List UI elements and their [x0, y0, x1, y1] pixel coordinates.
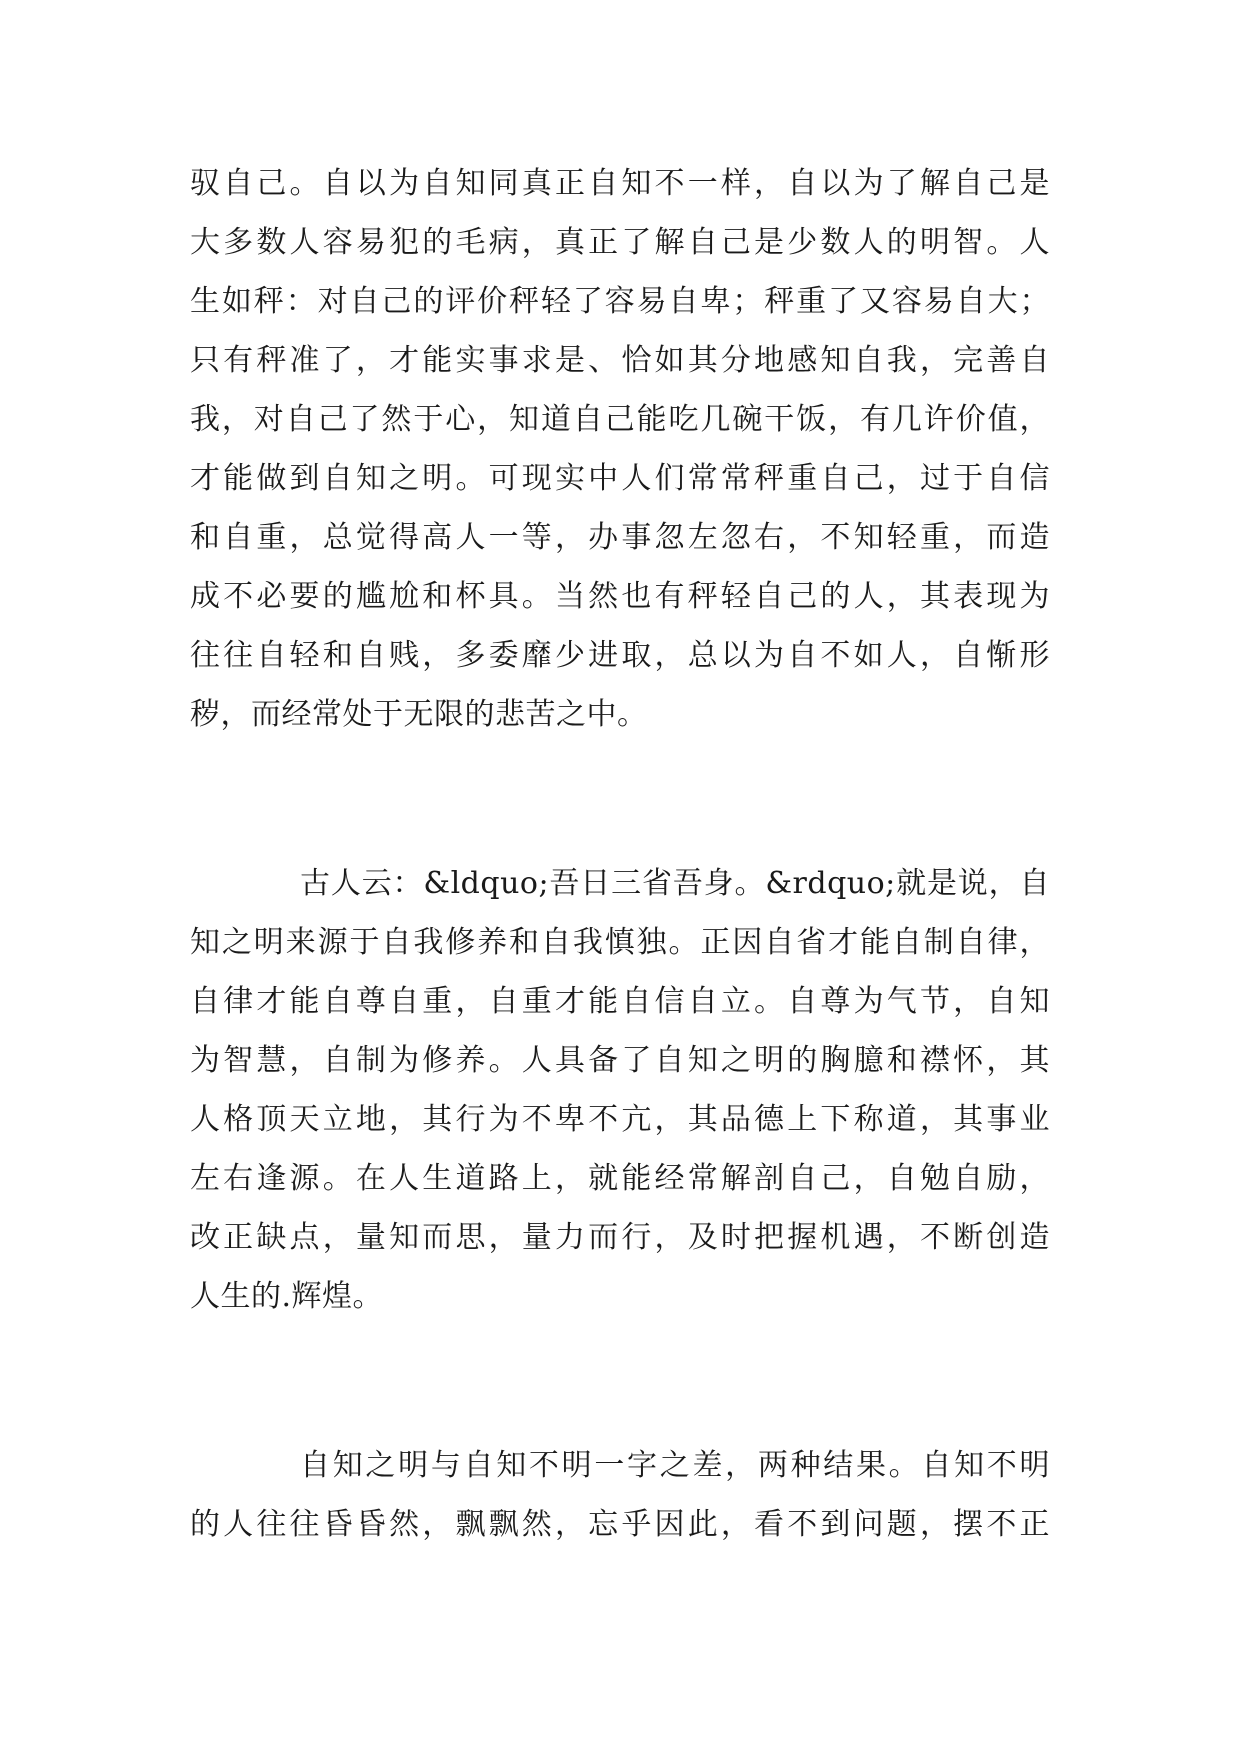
text-line: 驭自己。自以为自知同真正自知不一样，自以为了解自己是 — [190, 166, 1050, 201]
text-line: 自知之明与自知不明一字之差，两种结果。自知不明 — [300, 1448, 1050, 1483]
text-line: 人生的.辉煌。 — [190, 1279, 384, 1314]
text-line: 自律才能自尊自重，自重才能自信自立。自尊为气节，自知 — [190, 984, 1050, 1019]
text-line: 成不必要的尴尬和杯具。当然也有秤轻自己的人，其表现为 — [190, 579, 1050, 614]
text-line: 左右逢源。在人生道路上，就能经常解剖自己，自勉自励， — [190, 1161, 1050, 1196]
text-line: 人格顶天立地，其行为不卑不亢，其品德上下称道，其事业 — [190, 1102, 1050, 1137]
text-line: 秽，而经常处于无限的悲苦之中。 — [190, 697, 648, 732]
text-line: 知之明来源于自我修养和自我慎独。正因自省才能自制自律， — [190, 925, 1050, 960]
text-line: 为智慧，自制为修养。人具备了自知之明的胸臆和襟怀，其 — [190, 1043, 1050, 1078]
text-line: 才能做到自知之明。可现实中人们常常秤重自己，过于自信 — [190, 461, 1050, 496]
text-line: 古人云：&ldquo;吾日三省吾身。&rdquo;就是说，自 — [300, 866, 1050, 901]
text-line: 改正缺点，量知而思，量力而行，及时把握机遇，不断创造 — [190, 1220, 1050, 1255]
text-line: 往往自轻和自贱，多委靡少进取，总以为自不如人，自惭形 — [190, 638, 1050, 673]
text-line: 和自重，总觉得高人一等，办事忽左忽右，不知轻重，而造 — [190, 520, 1050, 555]
text-line: 生如秤：对自己的评价秤轻了容易自卑；秤重了又容易自大； — [190, 284, 1050, 319]
text-line: 只有秤准了，才能实事求是、恰如其分地感知自我，完善自 — [190, 343, 1050, 378]
text-line: 的人往往昏昏然，飘飘然，忘乎因此，看不到问题，摆不正 — [190, 1507, 1050, 1542]
text-line: 大多数人容易犯的毛病，真正了解自己是少数人的明智。人 — [190, 225, 1050, 260]
text-line: 我，对自己了然于心，知道自己能吃几碗干饭，有几许价值， — [190, 402, 1050, 437]
